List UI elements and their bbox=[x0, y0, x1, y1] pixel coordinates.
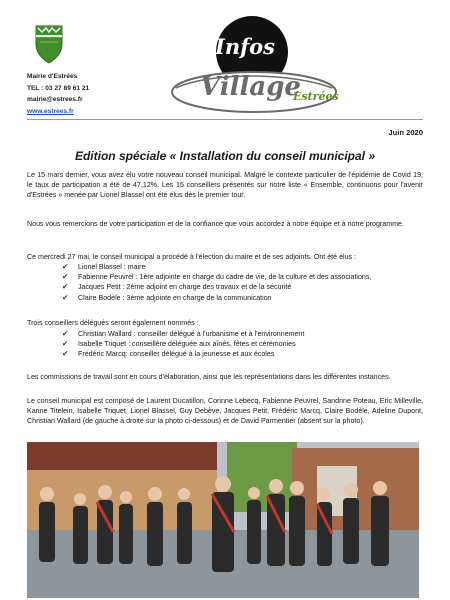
commissions-paragraph: Les commissions de travail sont en cours d'élaboration, ainsi que les représentations dans les différentes instances. bbox=[27, 373, 391, 381]
group-photo-illustration bbox=[27, 442, 419, 598]
logo-infos-text: Infos bbox=[215, 34, 275, 59]
list-item-text: Frédéric Marcq: conseiller délégué à la jeunesse et aux écoles bbox=[78, 350, 275, 359]
thanks-paragraph: Nous vous remercions de votre participation et de la confiance que vous accordez à notre équipe et à notre programme. bbox=[27, 220, 404, 228]
checkmark-icon: ✔ bbox=[62, 282, 69, 292]
issue-date: Juin 2020 bbox=[388, 128, 423, 137]
checkmark-icon: ✔ bbox=[62, 349, 69, 359]
list-item-text: Claire Bodèle : 3ème adjointe en charge de la communication bbox=[78, 293, 272, 302]
elected-list bbox=[62, 262, 422, 303]
newsletter-header bbox=[0, 0, 450, 118]
list-item-text: Lionel Blassel : maire bbox=[78, 263, 146, 271]
intro-paragraph: Le 15 mars dernier, vous avez élu votre nouveau conseil municipal. Malgré le contexte particulier de l'épidémie de Covid 19, le taux de participation a été de 47,12%. Les 15 conseillers présentés sur notre liste « Ensemble, continuons pour l'avenir d'Estrées » menée par Lionel Blassel ont été élus dès le premier tour. bbox=[27, 171, 423, 200]
checkmark-icon: ✔ bbox=[62, 262, 69, 271]
list-item bbox=[62, 339, 422, 349]
checkmark-icon: ✔ bbox=[62, 272, 69, 282]
logo-village-text: Village bbox=[200, 72, 301, 102]
header-divider bbox=[27, 119, 423, 120]
list-item-text: Isabelle Triquet : conseillère déléguée aux aînés, fêtes et cérémonies bbox=[78, 340, 296, 349]
list-item bbox=[62, 293, 422, 303]
list-item bbox=[62, 282, 422, 292]
list-item bbox=[62, 272, 422, 282]
list-item bbox=[62, 329, 422, 339]
list-item-text: Fabienne Peuvrel : 1ère adjointe en charge du cadre de vie, de la culture et des associations, bbox=[78, 273, 372, 282]
election-paragraph: Ce mercredi 27 mai, le conseil municipal a procédé à l'élection du maire et de ses adjoints. Ont été élus : bbox=[27, 253, 357, 261]
email-address[interactable]: mairie@estrees.fr bbox=[27, 96, 83, 104]
page-title: Edition spéciale « Installation du conseil municipal » bbox=[74, 149, 376, 163]
list-item bbox=[62, 262, 422, 272]
checkmark-icon: ✔ bbox=[62, 292, 69, 302]
town-hall-contact bbox=[27, 71, 147, 117]
delegates-list bbox=[62, 329, 422, 360]
infos-village-logo bbox=[170, 12, 340, 116]
village-coat-of-arms-icon bbox=[34, 24, 64, 64]
website-link[interactable]: www.estrees.fr bbox=[27, 107, 74, 115]
checkmark-icon: ✔ bbox=[62, 329, 69, 338]
logo-estrees-text: Estrées bbox=[293, 90, 339, 103]
checkmark-icon: ✔ bbox=[62, 339, 69, 349]
council-members-paragraph: Le conseil municipal est composé de Laurent Ducatillon, Corinne Lebecq, Fabienne Peuvrel, Sandrine Poteau, Eric Milleville, Karine Titelein, Isabelle Triquet, Lionel Blassel, Guy Debève, Jacques Petit, Frédéric Marcq, Claire Bodèle, Adeline Dupont, Christian Wallard (de gauche à droite sur la photo ci-dessous) et de David Parmentier (absent sur la photo). bbox=[27, 397, 423, 426]
list-item bbox=[62, 349, 422, 359]
council-group-photo bbox=[27, 442, 419, 598]
phone-number: TEL : 03 27 89 61 21 bbox=[27, 84, 90, 92]
delegates-paragraph: Trois conseillers délégués seront également nommés : bbox=[27, 319, 199, 327]
list-item-text: Christian Wallard : conseiller délégué à l'urbanisme et à l'environnement bbox=[78, 330, 305, 338]
list-item-text: Jacques Petit : 2ème adjoint en charge des travaux et de la sécurité bbox=[78, 283, 292, 292]
mairie-name: Mairie d'Estrées bbox=[27, 73, 78, 80]
